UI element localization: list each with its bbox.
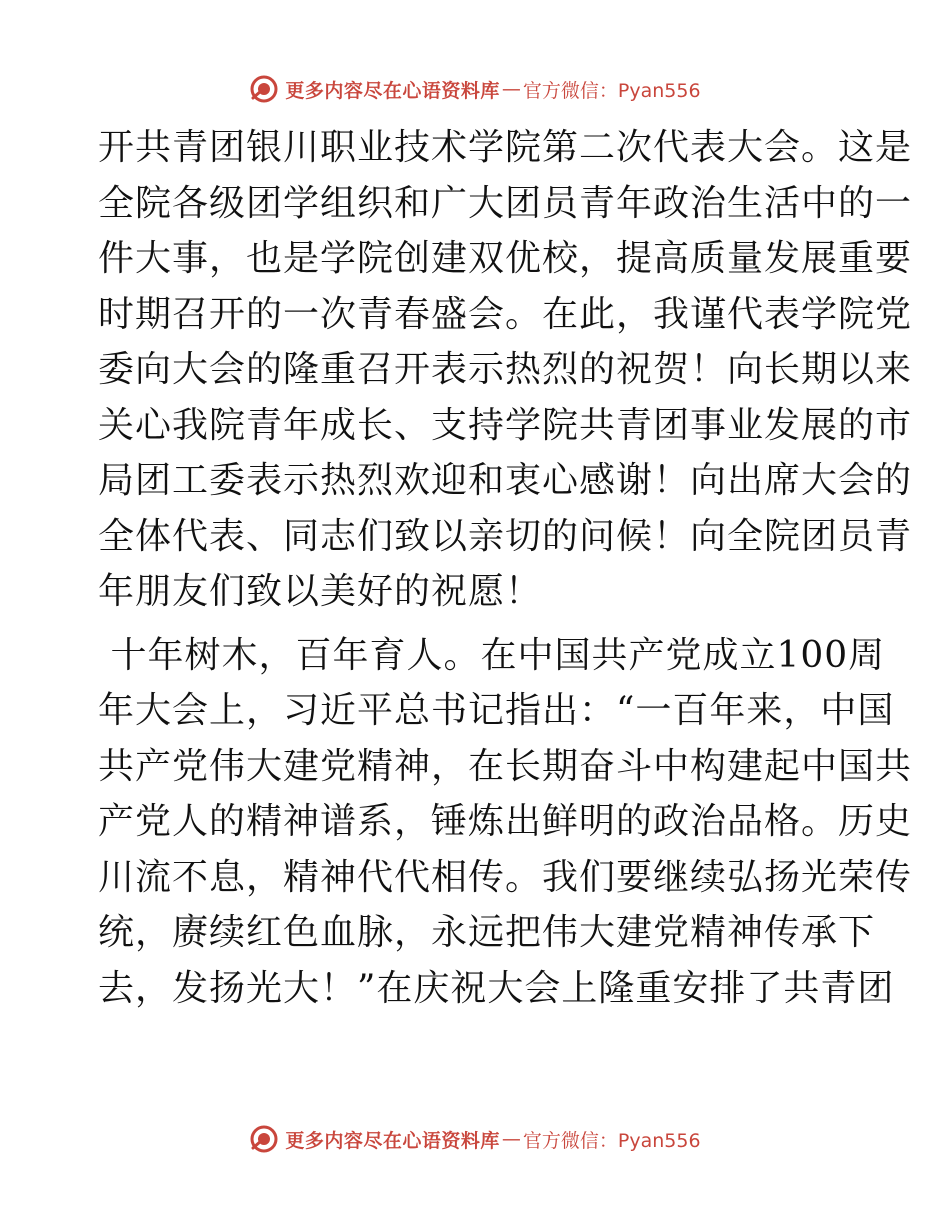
watermark-contact-text: 官方微信：Pyan556: [522, 1129, 701, 1152]
header-watermark: [0, 72, 950, 106]
text-line: 去，发扬光大！”在庆祝大会上隆重安排了共青团: [98, 967, 895, 1009]
text-line: 年大会上，习近平总书记指出：“一百年来，中国: [98, 690, 895, 731]
text-line: 关心我院青年成长、支持学院共青团事业发展的市: [98, 404, 913, 446]
watermark-main-text: 更多内容尽在心语资料库: [285, 79, 500, 102]
paragraph: [98, 628, 913, 1017]
text-line: 产党人的精神谱系，锤炼出鲜明的政治品格。历史: [98, 801, 913, 842]
text-line: 全院各级团学组织和广大团员青年政治生活中的一: [98, 182, 913, 224]
watermark-separator: —: [501, 78, 521, 100]
watermark-separator: —: [501, 1128, 521, 1150]
text-line: 委向大会的隆重召开表示热烈的祝贺！向长期以来: [98, 349, 913, 390]
document-body: [98, 120, 913, 1016]
text-line: 局团工委表示热烈欢迎和衷心感谢！向出席大会的: [98, 460, 913, 501]
text-line: 年朋友们致以美好的祝愿！: [98, 571, 543, 612]
watermark-contact-text: 官方微信：Pyan556: [522, 79, 701, 102]
text-line: 时期召开的一次青春盛会。在此，我谨代表学院党: [98, 293, 913, 335]
text-line: 共产党伟大建党精神，在长期奋斗中构建起中国共: [98, 745, 913, 787]
text-line: 川流不息，精神代代相传。我们要继续弘扬光荣传: [98, 856, 913, 898]
paragraph: [98, 120, 913, 620]
logo-icon: [249, 74, 279, 104]
text-line: 全体代表、同志们致以亲切的问候！向全院团员青: [98, 515, 913, 557]
text-line: 十年树木，百年育人。在中国共产党成立100周: [98, 634, 886, 676]
text-line: 统，赓续红色血脉，永远把伟大建党精神传承下: [98, 912, 876, 953]
text-line: 件大事，也是学院创建双优校，提高质量发展重要: [98, 238, 913, 279]
paragraph-spacer: [98, 620, 858, 628]
watermark-main-text: 更多内容尽在心语资料库: [285, 1129, 500, 1152]
footer-watermark: [0, 1122, 950, 1156]
logo-icon: [249, 1124, 279, 1154]
text-line: 开共青团银川职业技术学院第二次代表大会。这是: [98, 127, 913, 168]
